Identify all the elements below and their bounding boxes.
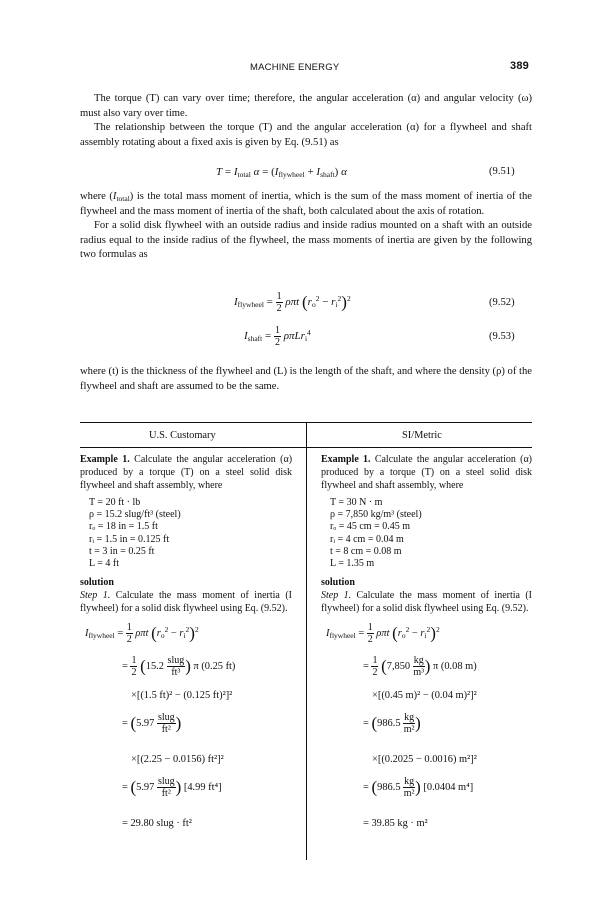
us-given-values: T = 20 ft · lb ρ = 15.2 slug/ft³ (steel) rₒ = 18 in = 1.5 ft rᵢ = 1.5 in = 0.125 ft t = 3 in = 0.25 ft L = 4 ft xyxy=(89,497,181,570)
column-heading-us: U.S. Customary xyxy=(149,430,216,441)
equation-9-53: $I_{shaft}$ = $\frac{1}{2}$ ρπLr$_i^4$ xyxy=(244,325,311,348)
equation-number-9-53: (9.53) xyxy=(489,331,515,342)
us-eq-line-3: ×[(1.5 ft)² − (0.125 ft)²]² xyxy=(131,690,233,701)
si-eq-line-2: = $\frac{1}{2}$ (7,850 $\frac{kg}{\text{m³}}$ ) π (0.08 m) xyxy=(363,655,477,678)
running-header: MACHINE ENERGY xyxy=(250,62,340,73)
equation-number-9-52: (9.52) xyxy=(489,297,515,308)
si-column xyxy=(321,453,532,615)
si-solution-label: solution xyxy=(321,577,355,589)
intro-paragraph-1: The torque (T) can vary over time; therefore, the angular acceleration (α) and angular velocity (ω) must also vary over time. xyxy=(80,93,532,119)
paragraph-solid-disk: For a solid disk flywheel with an outside radius and inside radius mounted on a shaft with an outside radius equal to the inside radius of the flywheel, the mass moments of inertia are given by the following two formulas as xyxy=(80,220,532,261)
si-eq-line-4: = (986.5 $\frac{kg}{\text{m²}}$ ) xyxy=(363,712,421,735)
intro-paragraph-2: The relationship between the torque (T) and the angular acceleration (α) for a flywheel and shaft assembly rotating about a fixed axis is given by Eq. (9.51) as xyxy=(80,122,532,148)
us-example-text: Example 1. Calculate the angular acceleration (α) produced by a torque (T) on a steel solid disk flywheel and shaft assembly, where xyxy=(80,454,293,491)
equation-9-51: $T = I_{total}$ $\alpha = (I_{flywheel} + I_{shaft})$ α xyxy=(216,166,347,179)
us-eq-line-1: $I_{flywheel}$ = $\frac{1}{2}$ ρπt $(r_o^2 - r_i^2)^2$ xyxy=(85,622,199,645)
column-divider xyxy=(306,422,307,860)
us-eq-line-4: = (5.97 $\frac{\text{slug}}{\text{ft²}}$ ) xyxy=(122,712,182,735)
us-result: = 29.80 slug · ft² xyxy=(122,818,192,829)
si-given-values: T = 30 N · m ρ = 7,850 kg/m³ (steel) rₒ = 45 cm = 0.45 m rᵢ = 4 cm = 0.04 m t = 8 cm = 0.08 m L = 1.35 m xyxy=(330,497,422,570)
si-eq-line-5: ×[(0.2025 − 0.0016) m²]² xyxy=(372,754,477,765)
si-eq-line-6: = (986.5 $\frac{kg}{\text{m²}}$ ) [0.0404 m⁴] xyxy=(363,776,474,799)
intro-block xyxy=(80,92,532,150)
si-step-text: Step 1. Calculate the mass moment of inertia (I flywheel) for a solid disk flywheel using Eq. (9.52). xyxy=(321,590,532,615)
paragraph-total-inertia: where $(I_{total})$ is the total mass moment of inertia, which is the sum of the mass moment of inertia of the flywheel and the mass moment of inertia of the shaft, both calculated about the axis of rotation. xyxy=(80,191,532,217)
page-number: 389 xyxy=(510,60,529,72)
us-solution-label: solution xyxy=(80,577,114,589)
column-heading-si: SI/Metric xyxy=(402,430,442,441)
body-block xyxy=(80,190,532,263)
si-example-text: Example 1. Calculate the angular acceleration (α) produced by a torque (T) on a steel solid disk flywheel and shaft assembly, where xyxy=(321,454,533,491)
us-eq-line-5: ×[(2.25 − 0.0156) ft²]² xyxy=(131,754,224,765)
us-eq-line-2: = $\frac{1}{2}$ (15.2 $\frac{\text{slug}}{\text{ft³}}$ ) π (0.25 ft) xyxy=(122,655,236,678)
si-result: = 39.85 kg · m² xyxy=(363,818,428,829)
paragraph-thickness: where (t) is the thickness of the flywheel and (L) is the length of the shaft, and where the density (ρ) of the flywheel and shaft are assumed to be the same. xyxy=(80,366,532,392)
si-eq-line-3: ×[(0.45 m)² − (0.04 m)²]² xyxy=(372,690,477,701)
us-column xyxy=(80,453,292,615)
us-step-text: Step 1. Calculate the mass moment of inertia (I flywheel) for a solid disk flywheel using Eq. (9.52). xyxy=(80,590,292,615)
us-eq-line-6: = (5.97 $\frac{\text{slug}}{\text{ft²}}$ ) [4.99 ft⁴] xyxy=(122,776,222,799)
equation-9-52: $I_{flywheel}$ = $\frac{1}{2}$ ρπt $(r_o^2 - r_i^2)^2$ xyxy=(234,291,351,314)
si-eq-line-1: $I_{flywheel}$ = $\frac{1}{2}$ ρπt $(r_o^2 - r_i^2)^2$ xyxy=(326,622,440,645)
equation-number-9-51: (9.51) xyxy=(489,166,515,177)
